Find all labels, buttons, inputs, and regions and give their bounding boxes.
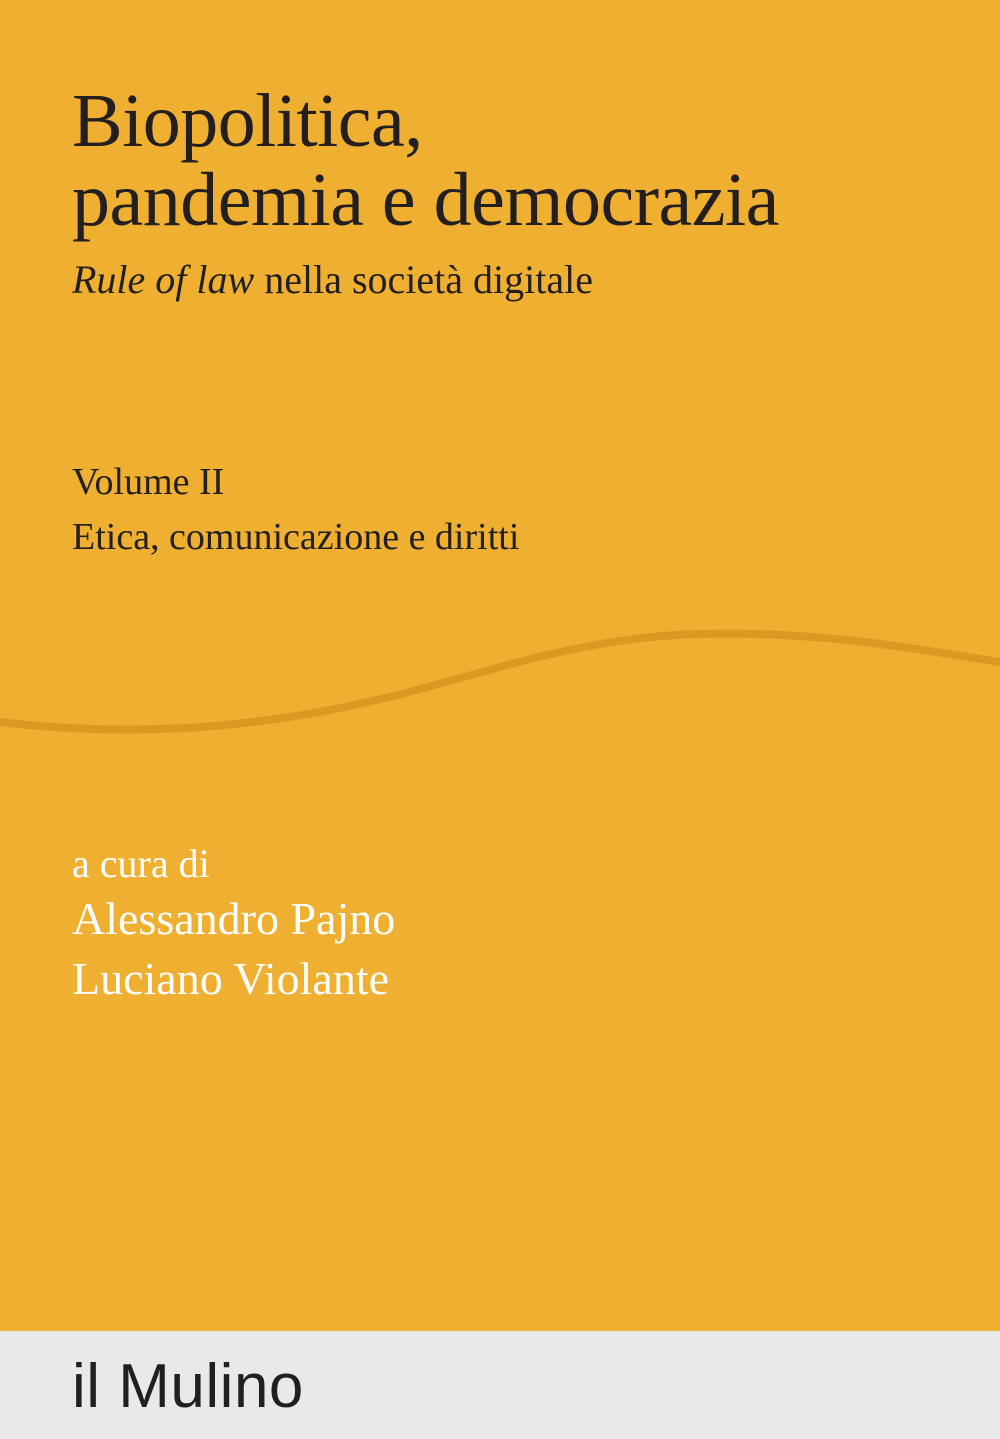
subtitle <box>72 256 940 304</box>
publisher-logo: il Mulino <box>72 1352 304 1421</box>
title-line-2: pandemia e democrazia <box>72 158 779 243</box>
volume-subtitle: Etica, comunicazione e diritti <box>72 516 520 559</box>
title-line-1: Biopolitica, <box>72 79 423 163</box>
editors-block <box>72 838 940 1009</box>
editor-name-2: Luciano Violante <box>72 952 390 1004</box>
wave-decoration <box>0 600 1000 800</box>
editor-intro: a cura di <box>72 841 210 886</box>
subtitle-italic: Rule of law <box>72 257 255 303</box>
volume-number: Volume II <box>72 461 225 503</box>
editor-name-1: Alessandro Pajno <box>72 893 396 945</box>
title-block <box>72 79 940 304</box>
publisher-footer <box>0 1331 1000 1439</box>
volume-block <box>72 455 940 565</box>
subtitle-rest: nella società digitale <box>254 257 593 303</box>
